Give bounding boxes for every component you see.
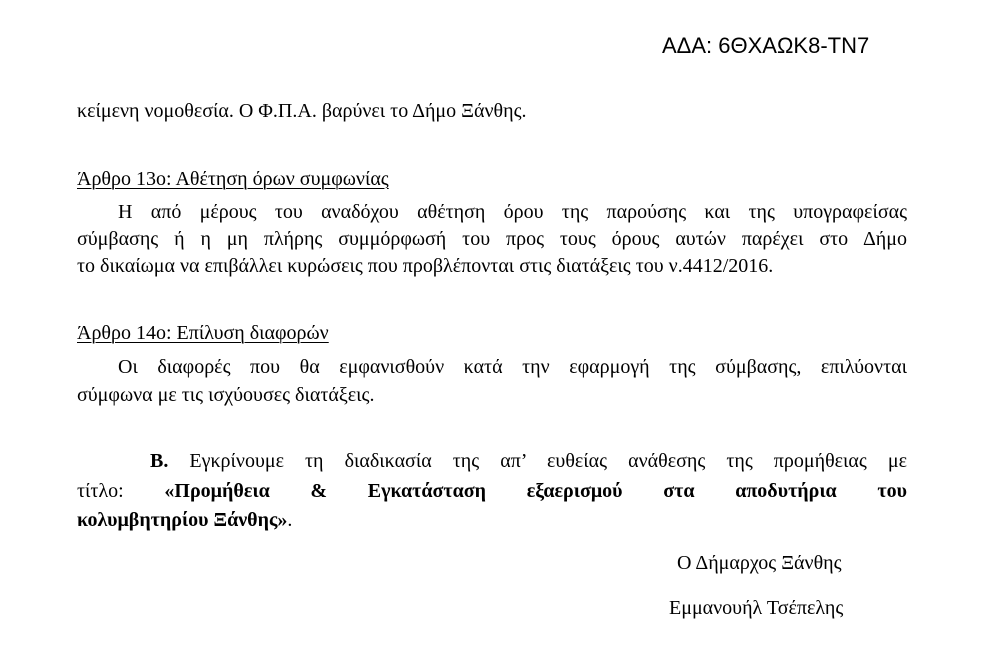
decision-line-2	[77, 478, 907, 505]
article-13-heading: Άρθρο 13ο: Αθέτηση όρων συμφωνίας	[77, 168, 389, 190]
article-14-line: Οι διαφορές που θα εμφανισθούν κατά την εφαρμογή της σύμβασης, επιλύονται	[118, 356, 907, 378]
article-13-line: σύμβασης ή η μη πλήρης συμμόρφωσή του προς τους όρους αυτών παρέχει στο Δήμο	[77, 228, 907, 250]
article-13-line: Η από μέρους του αναδόχου αθέτηση όρου της παρούσης και της υπογραφείσας	[118, 201, 907, 223]
signature-name: Εμμανουήλ Τσέπελης	[669, 597, 844, 619]
signature-role: Ο Δήμαρχος Ξάνθης	[677, 552, 842, 574]
decision-label: Β.	[150, 450, 169, 472]
article-13-line: το δικαίωμα να επιβάλλει κυρώσεις που προβλέπονται στις διατάξεις του ν.4412/2016.	[77, 255, 774, 277]
decision-text: Εγκρίνουμε τη διαδικασία της απ’ ευθείας ανάθεσης της προμήθειας με	[189, 450, 907, 472]
decision-title-part-1: «Προμήθεια & Εγκατάσταση εξαερισμού στα αποδυτήρια του	[164, 480, 908, 502]
decision-title-part-2: κολυμβητηρίου Ξάνθης»	[77, 509, 288, 531]
decision-title-prefix: τίτλο:	[77, 480, 124, 502]
article-14-line: σύμφωνα με τις ισχύουσες διατάξεις.	[77, 384, 375, 406]
decision-line-3	[77, 507, 907, 534]
decision-closing: .	[287, 509, 293, 531]
article-14-heading: Άρθρο 14ο: Επίλυση διαφορών	[77, 322, 329, 344]
ada-code: ΑΔΑ: 6ΘΧΑΩΚ8-ΤΝ7	[662, 33, 870, 58]
intro-line: κείμενη νομοθεσία. Ο Φ.Π.Α. βαρύνει το Δήμο Ξάνθης.	[77, 100, 527, 122]
decision-line-1	[150, 448, 907, 475]
